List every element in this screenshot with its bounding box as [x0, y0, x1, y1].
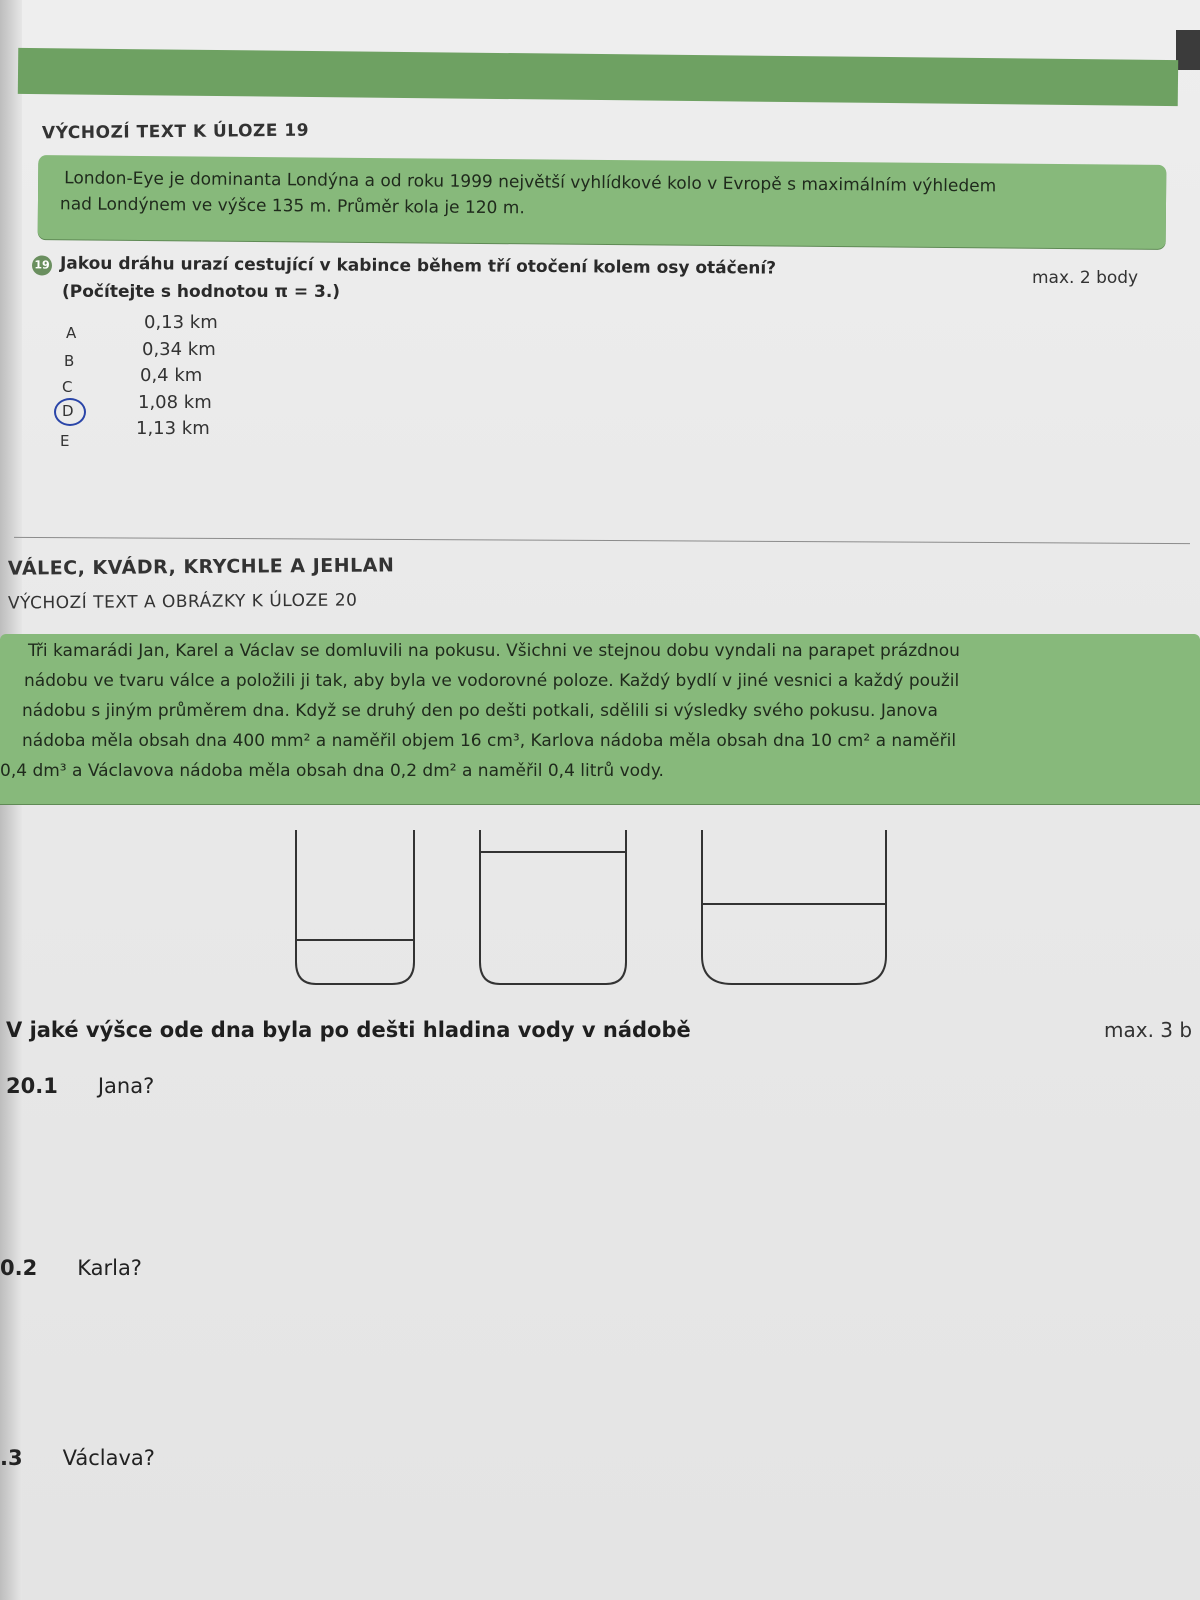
header-band — [18, 48, 1178, 106]
task20-points: max. 3 b — [1104, 1018, 1193, 1042]
option-value-a: 0,13 km — [144, 312, 218, 333]
subquestion-text: Václava? — [62, 1446, 155, 1470]
task19-points: max. 2 body — [1032, 268, 1139, 288]
task20-text-line: 0,4 dm³ a Václavova nádoba měla obsah dna 0,2 dm² a naměřil 0,4 litrů vody. — [0, 761, 664, 781]
subquestion-number: .3 — [0, 1446, 23, 1470]
task20-text-box — [0, 634, 1200, 804]
container-vaclav — [702, 830, 886, 984]
subquestion-text: Jana? — [97, 1074, 155, 1098]
task20-text-line: nádobu ve tvaru válce a položili ji tak, aby byla ve vodorovné poloze. Každý bydlí v jiné vesnici a každý použil — [24, 671, 960, 691]
task20-text-line: Tři kamarádi Jan, Karel a Václav se domluvili na pokusu. Všichni ve stejnou dobu vyndali na parapet prázdnou — [28, 641, 960, 661]
page-corner — [1176, 30, 1200, 70]
task19-question — [32, 253, 776, 280]
question-text: Jakou dráhu urazí cestující v kabince během tří otočení kolem osy otáčení? — [59, 253, 777, 279]
section-divider — [14, 537, 1190, 544]
subquestion-20-1 — [6, 1074, 154, 1098]
question-number-badge: 19 — [32, 255, 52, 275]
option-letter-c: C — [62, 378, 73, 396]
task20-text-line: nádoba měla obsah dna 400 mm² a naměřil objem 16 cm³, Karlova nádoba měla obsah dna 10 cm² a naměřil — [22, 731, 957, 751]
subquestion-20-2 — [0, 1256, 142, 1280]
option-value-c: 0,4 km — [140, 365, 203, 386]
task20-heading: VÝCHOZÍ TEXT A OBRÁZKY K ÚLOZE 20 — [7, 590, 358, 614]
task19-text-box — [38, 155, 1167, 249]
task19-text-line: London-Eye je dominanta Londýna a od roku 1999 největší vyhlídkové kolo v Evropě s maximálním výhledem — [64, 168, 997, 197]
task19-text-line: nad Londýnem ve výšce 135 m. Průměr kola je 120 m. — [59, 194, 525, 219]
task19-heading: VÝCHOZÍ TEXT K ÚLOZE 19 — [41, 120, 310, 144]
container-jan — [296, 830, 414, 984]
task20-question: V jaké výšce ode dna byla po dešti hladina vody v nádobě — [6, 1018, 691, 1042]
option-value-d: 1,08 km — [138, 392, 212, 413]
subquestion-20-3 — [0, 1446, 155, 1470]
subquestion-number: 20.1 — [6, 1074, 58, 1098]
containers-illustration — [280, 820, 920, 1000]
option-value-e: 1,13 km — [136, 418, 210, 439]
task20-text-line: nádobu s jiným průměrem dna. Když se druhý den po dešti potkali, sdělili si výsledky svého pokusu. Janova — [22, 701, 938, 721]
section-title: VÁLEC, KVÁDR, KRYCHLE A JEHLAN — [7, 554, 395, 580]
container-karel — [480, 830, 626, 984]
option-letter-d: D — [62, 402, 74, 420]
option-letter-e: E — [60, 432, 70, 450]
subquestion-text: Karla? — [77, 1256, 142, 1280]
option-letter-a: A — [66, 324, 77, 342]
task19-hint: (Počítejte s hodnotou π = 3.) — [62, 282, 341, 302]
option-letter-b: B — [64, 352, 75, 370]
subquestion-number: 0.2 — [0, 1256, 38, 1280]
option-value-b: 0,34 km — [142, 339, 216, 360]
